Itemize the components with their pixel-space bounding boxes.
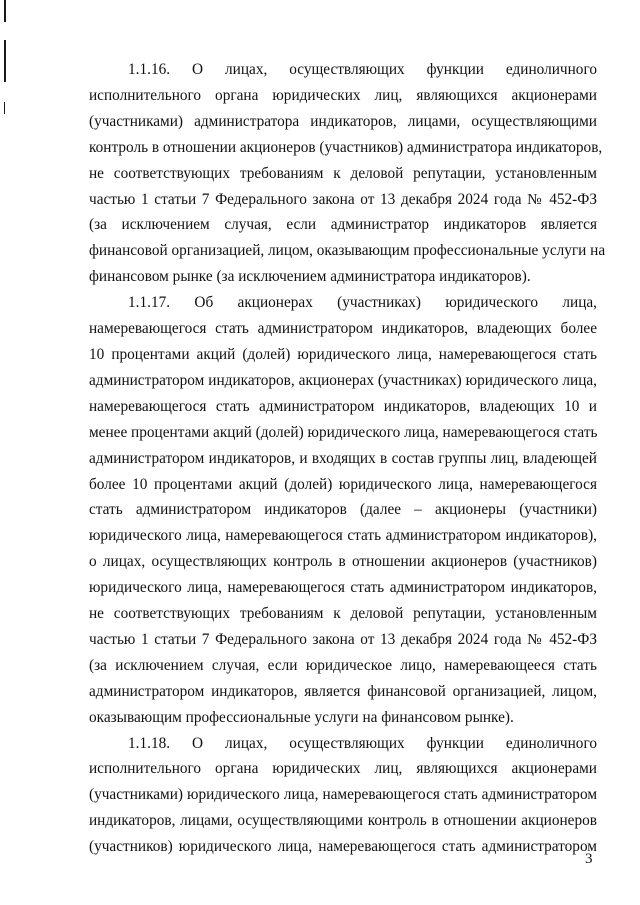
text-line: (участниками) юридического лица, намеревающегося стать администратором	[89, 786, 597, 804]
text-line: (участников) юридического лица, намеревающегося стать администратором	[89, 838, 597, 856]
scan-edge-mark	[4, 0, 6, 22]
text-line: частью 1 статьи 7 Федерального закона от 13 декабря 2024 года № 452-ФЗ	[89, 190, 597, 208]
text-line: финансовом рынке (за исключением администратора индикаторов).	[89, 268, 531, 286]
text-line: контроль в отношении акционеров (участников) администратора индикаторов,	[89, 138, 603, 156]
text-line: (участниками) администратора индикаторов, лицами, осуществляющими	[89, 112, 597, 130]
text-line: более 10 процентами акций (долей) юридического лица, намеревающегося	[89, 475, 597, 493]
text-line: 1.1.16. О лицах, осуществляющих функции единоличного	[128, 61, 597, 78]
paragraph-1-1-17	[89, 290, 597, 730]
scan-edge-mark	[4, 40, 6, 82]
text-line: юридического лица, намеревающегося стать администратором индикаторов,	[89, 579, 597, 597]
page-number: 3	[585, 851, 593, 867]
text-line: администратором индикаторов, акционерах (участниках) юридического лица,	[89, 371, 597, 389]
text-line: финансовой организацией, лицом, оказывающим профессиональные услуги на	[89, 242, 606, 260]
text-line: администратором индикаторов, и входящих в состав группы лиц, владеющей	[89, 449, 597, 467]
text-line: менее процентами акций (долей) юридического лица, намеревающегося стать	[89, 423, 598, 441]
text-line: оказывающим профессиональные услуги на финансовом рынке).	[89, 708, 514, 726]
text-line: 10 процентами акций (долей) юридического лица, намеревающегося стать	[89, 345, 597, 363]
paragraph-1-1-18	[89, 731, 597, 861]
text-line: (за исключением случая, если юридическое лицо, намеревающееся стать	[89, 656, 597, 674]
text-line: юридического лица, намеревающегося стать администратором индикаторов),	[89, 527, 597, 545]
text-line: 1.1.17. Об акционерах (участниках) юридического лица,	[128, 294, 597, 312]
text-line: не соответствующих требованиям к деловой репутации, установленным	[89, 164, 597, 182]
paragraph-1-1-16	[89, 57, 606, 290]
text-line: (за исключением случая, если администратор индикаторов является	[89, 216, 597, 234]
document-body	[89, 57, 606, 860]
text-line: исполнительного органа юридических лиц, являющихся акционерами	[89, 86, 597, 104]
scan-edge-mark	[4, 102, 5, 114]
text-line: частью 1 статьи 7 Федерального закона от 13 декабря 2024 года № 452-ФЗ	[89, 630, 597, 648]
text-line: исполнительного органа юридических лиц, являющихся акционерами	[89, 760, 597, 778]
text-line: индикаторов, лицами, осуществляющими контроль в отношении акционеров	[89, 812, 597, 830]
text-line: не соответствующих требованиям к деловой репутации, установленным	[89, 605, 597, 623]
text-line: о лицах, осуществляющих контроль в отношении акционеров (участников)	[89, 553, 597, 571]
text-line: администратором индикаторов, является финансовой организацией, лицом,	[89, 682, 597, 700]
text-line: намеревающегося стать администратором индикаторов, владеющих более	[89, 320, 597, 338]
text-line: стать администратором индикаторов (далее – акционеры (участники)	[89, 501, 597, 519]
text-line: 1.1.18. О лицах, осуществляющих функции единоличного	[128, 734, 597, 752]
text-line: намеревающегося стать администратором индикаторов, владеющих 10 и	[89, 397, 597, 415]
